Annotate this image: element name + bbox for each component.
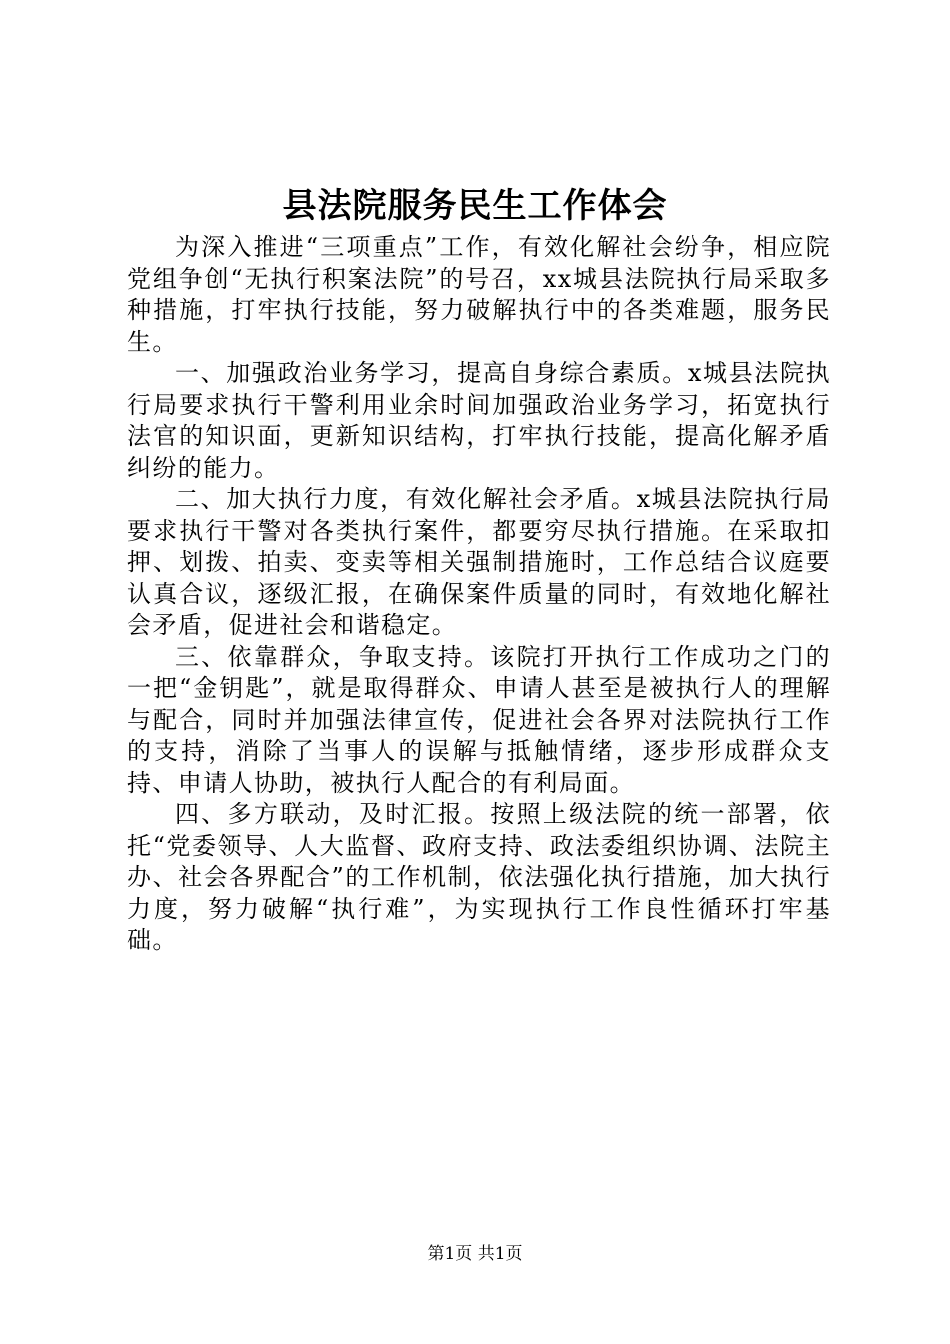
paragraph-section-1: 一、加强政治业务学习，提高自身综合素质。x城县法院执行局要求执行干警利用业余时间加强政治业务学习，拓宽执行法官的知识面，更新知识结构，打牢执行技能，提高化解矛盾纠纷的能力。 xyxy=(127,359,831,482)
paragraph-section-4: 四、多方联动，及时汇报。按照上级法院的统一部署，依托“党委领导、人大监督、政府支持、政法委组织协调、法院主办、社会各界配合”的工作机制，依法强化执行措施，加大执行力度，努力破解“执行难”，为实现执行工作良性循环打牢基础。 xyxy=(127,800,831,954)
paragraph-intro: 为深入推进“三项重点”工作，有效化解社会纷争，相应院党组争创“无执行积案法院”的号召，xx城县法院执行局采取多种措施，打牢执行技能，努力破解执行中的各类难题，服务民生。 xyxy=(127,233,831,356)
document-title: 县法院服务民生工作体会 xyxy=(282,186,668,226)
paragraph-section-2: 二、加大执行力度，有效化解社会矛盾。x城县法院执行局要求执行干警对各类执行案件，都要穷尽执行措施。在采取扣押、划拨、拍卖、变卖等相关强制措施时，工作总结合议庭要认真合议，逐级汇报，在确保案件质量的同时，有效地化解社会矛盾，促进社会和谐稳定。 xyxy=(127,485,831,639)
paragraph-section-3: 三、依靠群众，争取支持。该院打开执行工作成功之门的一把“金钥匙”，就是取得群众、申请人甚至是被执行人的理解与配合，同时并加强法律宣传，促进社会各界对法院执行工作的支持，消除了当事人的误解与抵触情绪，逐步形成群众支持、申请人协助，被执行人配合的有利局面。 xyxy=(127,642,831,797)
page-footer: 第1页 共1页 xyxy=(427,1244,523,1264)
document-body xyxy=(127,232,831,957)
